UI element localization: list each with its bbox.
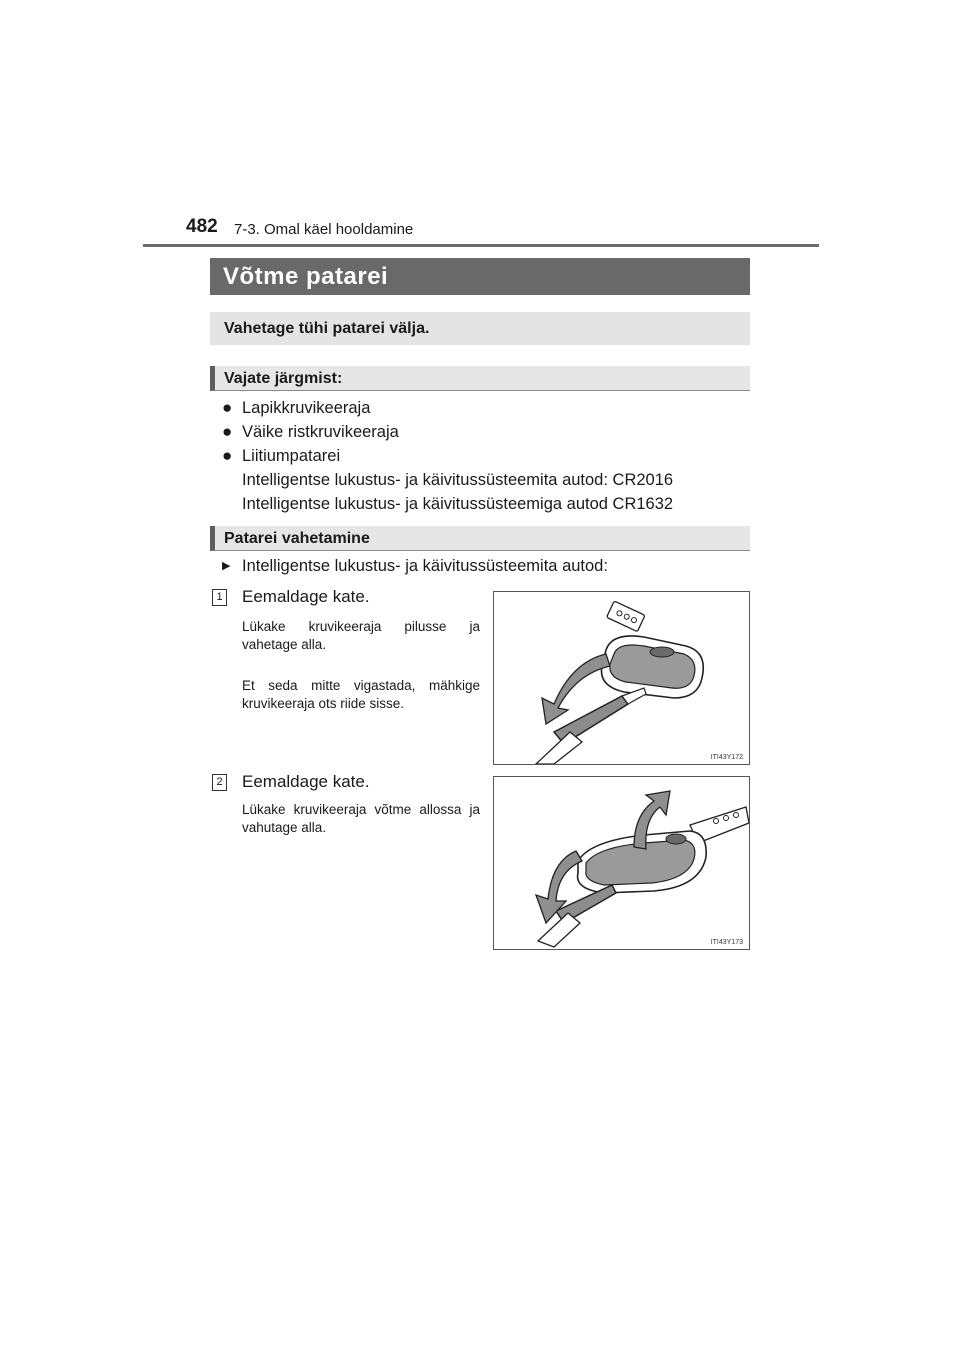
bullet-icon: ●	[222, 446, 233, 465]
list-item-label: Liitiumpatarei	[242, 447, 341, 465]
step-number-badge: 2	[212, 774, 227, 791]
bullet-icon: ●	[222, 398, 233, 417]
battery-detail: Intelligentse lukustus- ja käivitussüsteemita autod: CR2016	[242, 471, 674, 489]
needed-heading: Vajate järgmist:	[210, 366, 750, 391]
list-item-label: Lapikkruvikeeraja	[242, 399, 371, 417]
variant-label: Intelligentse lukustus- ja käivitussüsteemita autod:	[242, 557, 608, 575]
list-item	[222, 444, 752, 516]
figure-remove-cover-1	[493, 591, 750, 765]
step-text: Et seda mitte vigastada, mähkige kruvikeeraja ots riide sisse.	[242, 678, 480, 711]
header-rule	[143, 244, 819, 247]
step-number-badge: 1	[212, 589, 227, 606]
step-text: Lükake kruvikeeraja võtme allossa ja vahutage alla.	[242, 802, 480, 835]
arrow-right-icon: ▶	[222, 560, 231, 572]
key-illustration-1	[494, 592, 749, 764]
key-illustration-2	[494, 777, 749, 949]
step-title: Eemaldage kate.	[242, 772, 370, 791]
needed-list	[222, 396, 752, 516]
page-title: Võtme patarei	[210, 258, 750, 295]
section-label: 7-3. Omal käel hooldamine	[234, 221, 414, 238]
figure-code: ITI43Y173	[710, 939, 743, 946]
figure-remove-cover-2	[493, 776, 750, 950]
figure-code: ITI43Y172	[710, 754, 743, 761]
list-item-label: Väike ristkruvikeeraja	[242, 423, 399, 441]
variant-line	[222, 557, 608, 576]
step-text: Lükake kruvikeeraja pilusse ja vahetage alla.	[242, 619, 480, 652]
list-item	[222, 420, 752, 444]
battery-detail: Intelligentse lukustus- ja käivitussüsteemiga autod CR1632	[242, 495, 674, 513]
step-title: Eemaldage kate.	[242, 587, 370, 606]
bullet-icon: ●	[222, 422, 233, 441]
list-item	[222, 396, 752, 420]
page-number: 482	[186, 216, 218, 237]
page-subtitle: Vahetage tühi patarei välja.	[210, 312, 750, 345]
replacement-heading: Patarei vahetamine	[210, 526, 750, 551]
